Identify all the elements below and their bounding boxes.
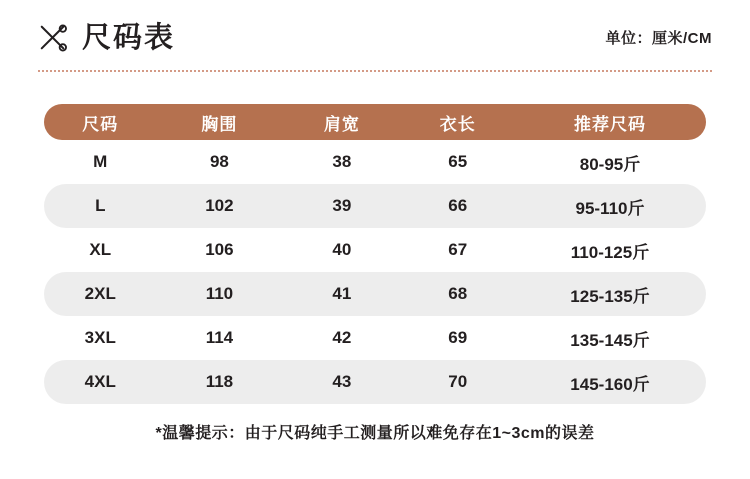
cell-recommended: 110-125斤 <box>570 242 650 262</box>
table-header-row <box>44 104 706 140</box>
cell-bust: 114 <box>205 328 234 347</box>
cell-recommended: 135-145斤 <box>570 330 650 350</box>
table-row <box>44 272 706 316</box>
scissors-icon <box>38 23 68 53</box>
cell-length: 70 <box>401 360 514 404</box>
cell-shoulder: 40 <box>332 240 352 259</box>
measurement-note: *温馨提示：由于尺码纯手工测量所以难免存在1~3cm的误差 <box>155 425 595 442</box>
column-header-recommended: 推荐尺码 <box>573 114 646 134</box>
cell-size: XL <box>89 240 112 259</box>
header <box>38 16 712 60</box>
cell-shoulder: 42 <box>332 328 352 347</box>
table-body <box>44 140 706 404</box>
cell-size: 2XL <box>44 272 157 316</box>
column-header-length: 衣长 <box>439 114 476 134</box>
cell-bust: 106 <box>205 240 234 259</box>
cell-shoulder: 43 <box>282 360 401 404</box>
cell-size: 4XL <box>44 360 157 404</box>
column-header-size: 尺码 <box>82 114 119 134</box>
cell-shoulder: 39 <box>282 184 401 228</box>
cell-recommended: 80-95斤 <box>579 154 641 174</box>
table-row <box>44 184 706 228</box>
unit-label: 单位：厘米/CM <box>605 29 712 47</box>
table-row <box>44 228 706 272</box>
cell-size: M <box>93 152 108 171</box>
cell-length: 68 <box>401 272 514 316</box>
table-row <box>44 360 706 404</box>
column-header-shoulder: 肩宽 <box>323 114 360 134</box>
cell-length: 69 <box>448 328 468 347</box>
cell-shoulder: 38 <box>332 152 352 171</box>
cell-bust: 98 <box>209 152 229 171</box>
size-table-container <box>44 104 706 404</box>
table-row <box>44 316 706 360</box>
cell-length: 66 <box>401 184 514 228</box>
dotted-divider <box>38 68 712 72</box>
table-header <box>44 104 706 140</box>
cell-recommended: 125-135斤 <box>514 272 706 316</box>
cell-size: L <box>44 184 157 228</box>
cell-bust: 102 <box>157 184 283 228</box>
table-row <box>44 140 706 184</box>
cell-bust: 110 <box>157 272 283 316</box>
cell-size: 3XL <box>84 328 116 347</box>
page-title: 尺码表 <box>82 21 176 54</box>
column-header-bust: 胸围 <box>201 114 238 134</box>
cell-recommended: 95-110斤 <box>514 184 706 228</box>
cell-length: 65 <box>448 152 468 171</box>
cell-length: 67 <box>448 240 468 259</box>
cell-bust: 118 <box>157 360 283 404</box>
cell-recommended: 145-160斤 <box>514 360 706 404</box>
size-table <box>44 104 706 404</box>
cell-shoulder: 41 <box>282 272 401 316</box>
